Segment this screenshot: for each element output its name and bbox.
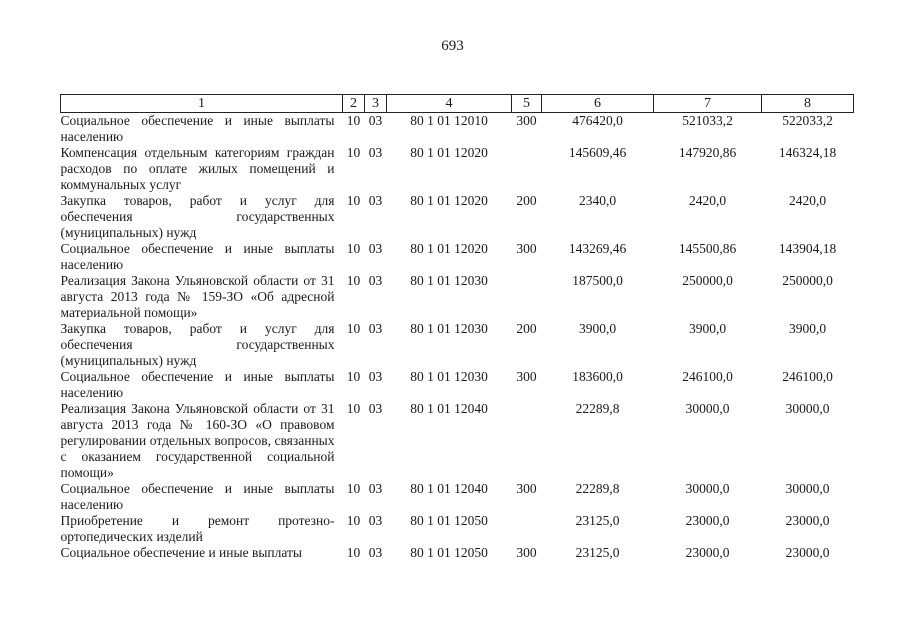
amount-col8: 3900,0 — [788, 321, 827, 336]
target-article-code: 80 1 01 12020 — [410, 241, 488, 256]
expense-type-code: 300 — [516, 545, 537, 560]
amount-col7: 250000,0 — [682, 273, 733, 288]
section-code: 10 — [346, 241, 361, 256]
section-code: 10 — [346, 113, 361, 128]
amount-col6: 143269,46 — [568, 241, 627, 256]
expense-name: Приобретение и ремонт протезно-ортопедических изделий — [60, 513, 335, 544]
section-code: 10 — [346, 401, 361, 416]
column-header: 3 — [365, 95, 387, 113]
table-row — [61, 545, 854, 561]
expense-type-code — [512, 513, 542, 545]
subsection-code: 03 — [368, 513, 383, 528]
amount-col7: 23000,0 — [685, 545, 730, 560]
amount-col7: 2420,0 — [688, 193, 727, 208]
target-article-code: 80 1 01 12020 — [410, 145, 488, 160]
amount-col7: 246100,0 — [682, 369, 733, 384]
subsection-code: 03 — [368, 193, 383, 208]
subsection-code: 03 — [368, 545, 383, 560]
expense-name: Социальное обеспечение и иные выплаты населению — [60, 113, 335, 144]
column-header: 4 — [387, 95, 512, 113]
amount-col6: 22289,8 — [575, 481, 620, 496]
subsection-code: 03 — [368, 145, 383, 160]
table-body — [61, 113, 854, 562]
amount-col7: 147920,86 — [678, 145, 737, 160]
target-article-code: 80 1 01 12030 — [410, 321, 488, 336]
expense-type-code: 300 — [516, 481, 537, 496]
column-header: 7 — [654, 95, 762, 113]
expense-name: Социальное обеспечение и иные выплаты населению — [60, 481, 335, 512]
table-row — [61, 321, 854, 369]
column-header: 6 — [542, 95, 654, 113]
section-code: 10 — [346, 273, 361, 288]
target-article-code: 80 1 01 12050 — [410, 513, 488, 528]
amount-col6: 23125,0 — [575, 513, 620, 528]
column-header: 2 — [343, 95, 365, 113]
target-article-code: 80 1 01 12010 — [410, 113, 488, 128]
column-header: 1 — [61, 95, 343, 113]
amount-col8: 23000,0 — [785, 545, 830, 560]
table-row — [61, 113, 854, 146]
expense-name: Закупка товаров, работ и услуг для обеспечения государственных (муниципальных) нужд — [60, 321, 335, 368]
table-row — [61, 273, 854, 321]
page-number: 693 — [441, 38, 464, 54]
table-row — [61, 401, 854, 481]
expense-name: Реализация Закона Ульяновской области от 31 августа 2013 года № 159-ЗО «Об адресной материальной помощи» — [60, 273, 335, 320]
amount-col7: 3900,0 — [688, 321, 727, 336]
target-article-code: 80 1 01 12040 — [410, 401, 488, 416]
expense-type-code: 300 — [516, 113, 537, 128]
section-code: 10 — [346, 513, 361, 528]
amount-col8: 30000,0 — [785, 401, 830, 416]
amount-col8: 250000,0 — [782, 273, 833, 288]
table-header — [61, 95, 854, 113]
table-row — [61, 513, 854, 545]
amount-col8: 143904,18 — [778, 241, 837, 256]
section-code: 10 — [346, 145, 361, 160]
amount-col6: 22289,8 — [575, 401, 620, 416]
table-row — [61, 145, 854, 193]
amount-col8: 246100,0 — [782, 369, 833, 384]
amount-col7: 145500,86 — [678, 241, 737, 256]
expense-type-code: 200 — [516, 321, 537, 336]
expense-type-code — [512, 145, 542, 193]
expense-name: Социальное обеспечение и иные выплаты населению — [60, 241, 335, 272]
section-code: 10 — [346, 321, 361, 336]
section-code: 10 — [346, 193, 361, 208]
expense-name: Реализация Закона Ульяновской области от 31 августа 2013 года № 160-ЗО «О правовом регулировании отдельных вопросов, связанных с оказанием государственной социальной помощи» — [60, 401, 335, 480]
subsection-code: 03 — [368, 369, 383, 384]
amount-col8: 2420,0 — [788, 193, 827, 208]
subsection-code: 03 — [368, 481, 383, 496]
amount-col7: 30000,0 — [685, 401, 730, 416]
amount-col8: 23000,0 — [785, 513, 830, 528]
table-row — [61, 481, 854, 513]
target-article-code: 80 1 01 12050 — [410, 545, 488, 560]
expense-name: Компенсация отдельным категориям граждан расходов по оплате жилых помещений и коммунальных услуг — [60, 145, 335, 192]
amount-col6: 3900,0 — [578, 321, 617, 336]
table-row — [61, 193, 854, 241]
amount-col6: 145609,46 — [568, 145, 627, 160]
amount-col6: 183600,0 — [572, 369, 623, 384]
amount-col6: 476420,0 — [572, 113, 623, 128]
section-code: 10 — [346, 369, 361, 384]
expense-type-code — [512, 401, 542, 481]
subsection-code: 03 — [368, 273, 383, 288]
amount-col6: 187500,0 — [572, 273, 623, 288]
amount-col6: 2340,0 — [578, 193, 617, 208]
expense-name: Социальное обеспечение и иные выплаты населению — [60, 369, 335, 400]
expense-type-code: 300 — [516, 241, 537, 256]
subsection-code: 03 — [368, 113, 383, 128]
target-article-code: 80 1 01 12030 — [410, 369, 488, 384]
table-row — [61, 241, 854, 273]
amount-col8: 522033,2 — [782, 113, 833, 128]
expense-name: Закупка товаров, работ и услуг для обеспечения государственных (муниципальных) нужд — [60, 193, 335, 240]
column-header: 8 — [762, 95, 854, 113]
section-code: 10 — [346, 545, 361, 560]
expense-type-code — [512, 273, 542, 321]
subsection-code: 03 — [368, 401, 383, 416]
target-article-code: 80 1 01 12030 — [410, 273, 488, 288]
subsection-code: 03 — [368, 321, 383, 336]
target-article-code: 80 1 01 12040 — [410, 481, 488, 496]
table-row — [61, 369, 854, 401]
amount-col6: 23125,0 — [575, 545, 620, 560]
amount-col8: 146324,18 — [778, 145, 837, 160]
expense-type-code: 200 — [516, 193, 537, 208]
expense-type-code: 300 — [516, 369, 537, 384]
amount-col7: 23000,0 — [685, 513, 730, 528]
column-header: 5 — [512, 95, 542, 113]
amount-col7: 30000,0 — [685, 481, 730, 496]
expense-name: Социальное обеспечение и иные выплаты — [60, 545, 302, 560]
amount-col7: 521033,2 — [682, 113, 733, 128]
budget-table — [60, 94, 854, 561]
target-article-code: 80 1 01 12020 — [410, 193, 488, 208]
section-code: 10 — [346, 481, 361, 496]
subsection-code: 03 — [368, 241, 383, 256]
amount-col8: 30000,0 — [785, 481, 830, 496]
